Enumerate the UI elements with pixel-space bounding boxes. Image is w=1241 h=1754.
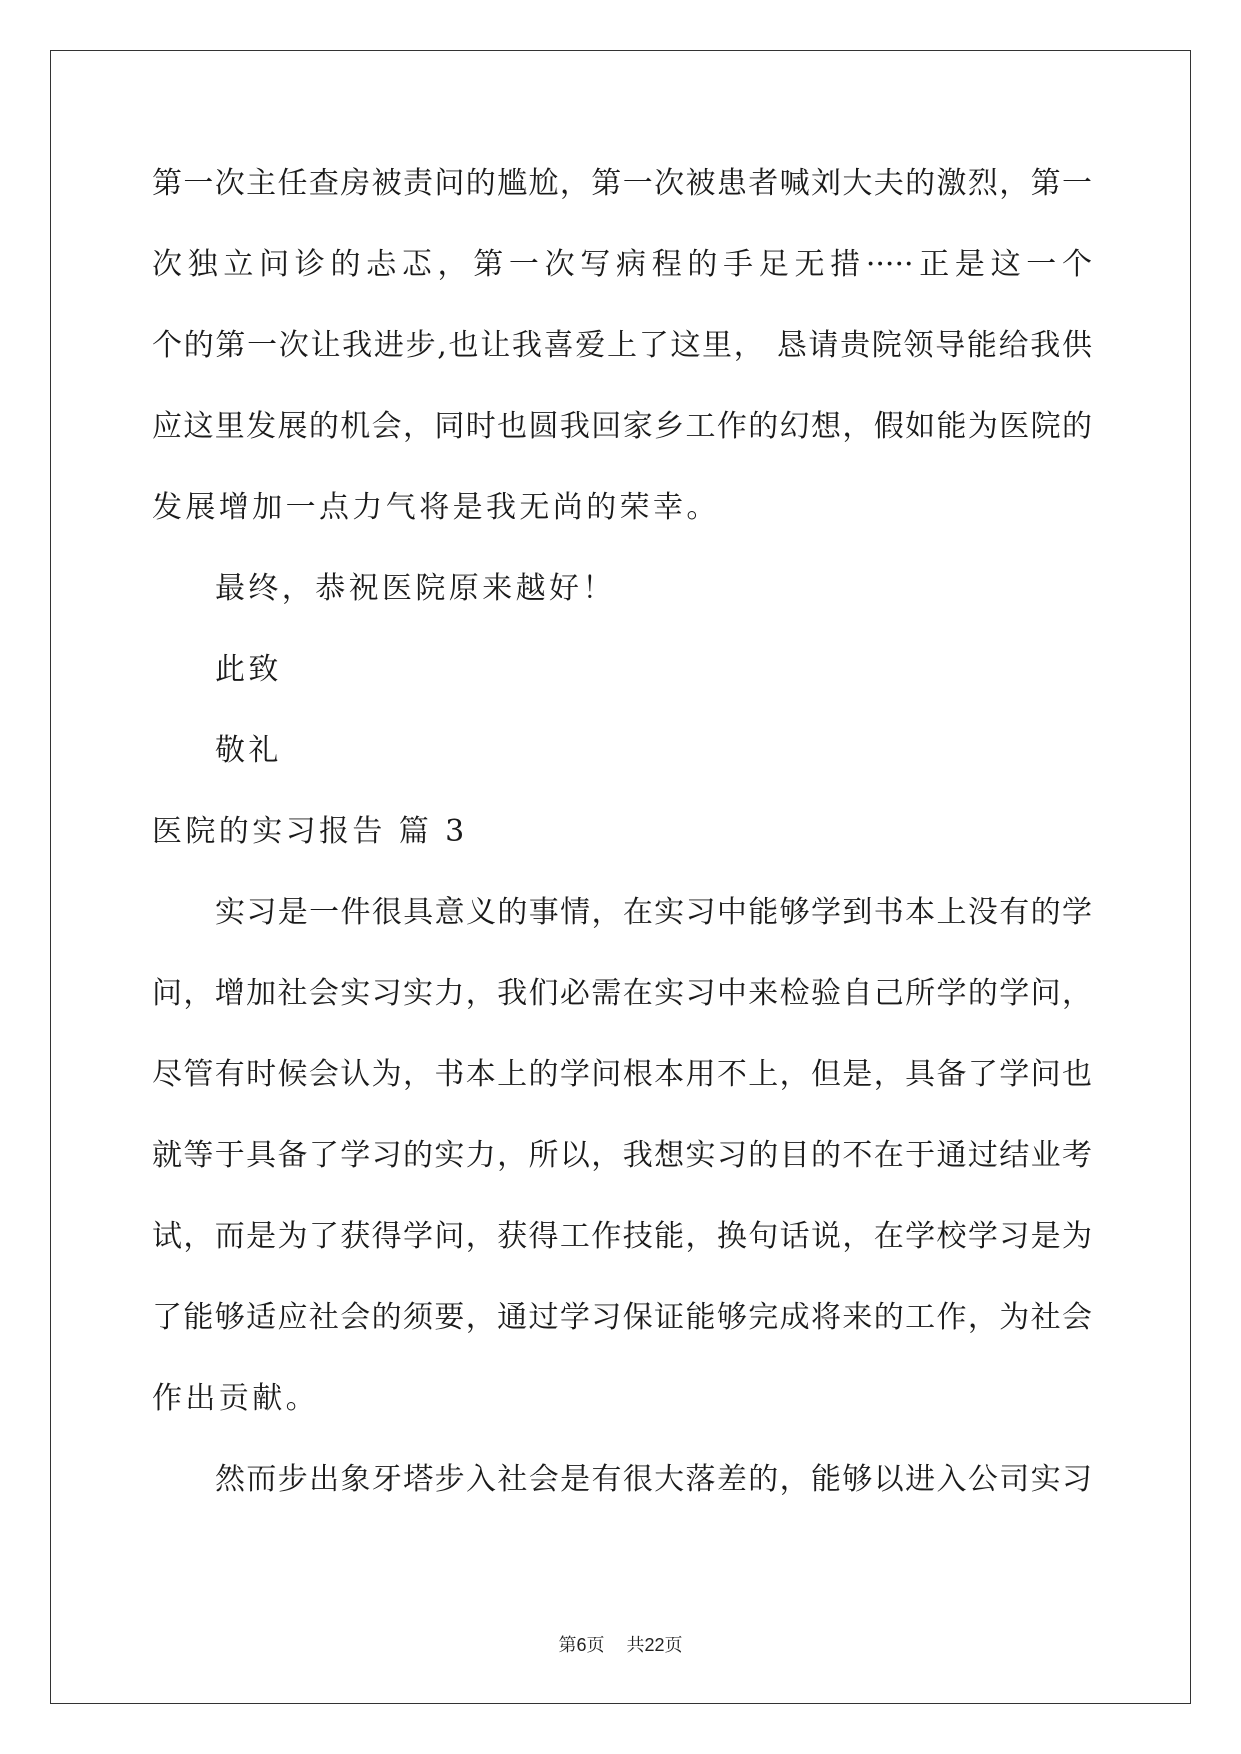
total-prefix: 共 [626,1635,645,1656]
page-footer [0,1631,1241,1657]
document-body [152,165,1092,1542]
total-suffix: 页 [664,1635,683,1656]
text-line: 实习是一件很具意义的事情，在实习中能够学到书本上没有的学 [215,895,1092,930]
text-line: 尽管有时候会认为，书本上的学问根本用不上，但是，具备了学问也 [152,1057,1092,1092]
paragraph-wishes: 最终，恭祝医院原来越好！ [215,571,616,606]
text-line: 第一次主任查房被责问的尴尬，第一次被患者喊刘大夫的激烈，第一 [152,166,1092,201]
salutation-cizhi: 此致 [215,652,282,687]
paragraph-ivory-tower: 然而步出象牙塔步入社会是有很大落差的，能够以进入公司实习 [215,1462,1092,1497]
text-line: 问，增加社会实习实力，我们必需在实习中来检验自己所学的学问， [152,976,1092,1011]
text-line: 试，而是为了获得学问，获得工作技能，换句话说，在学校学习是为 [152,1219,1092,1254]
total-pages: 22 [644,1635,665,1655]
text-line: 就等于具备了学习的实力，所以，我想实习的目的不在于通过结业考 [152,1138,1092,1173]
text-line: 了能够适应社会的须要，通过学习保证能够完成将来的工作，为社会 [152,1300,1092,1335]
text-line: 应这里发展的机会，同时也圆我回家乡工作的幻想，假如能为医院的 [152,409,1092,444]
text-line: 个的第一次让我进步,也让我喜爱上了这里， 恳请贵院领导能给我供 [152,328,1092,363]
section-heading: 医院的实习报告 篇 3 [152,814,468,849]
paragraph-closing-remarks [152,165,1092,570]
salutation-jingli: 敬礼 [215,733,282,768]
page-prefix: 第 [558,1635,577,1656]
text-line: 次独立问诊的忐忑，第一次写病程的手足无措·····正是这一个 [152,247,1092,282]
text-line: 作出贡献。 [152,1381,319,1416]
text-line: 发展增加一点力气将是我无尚的荣幸。 [152,490,720,525]
page-number: 6 [576,1635,587,1655]
page-suffix: 页 [586,1635,605,1656]
paragraph-internship-meaning [152,894,1092,1461]
